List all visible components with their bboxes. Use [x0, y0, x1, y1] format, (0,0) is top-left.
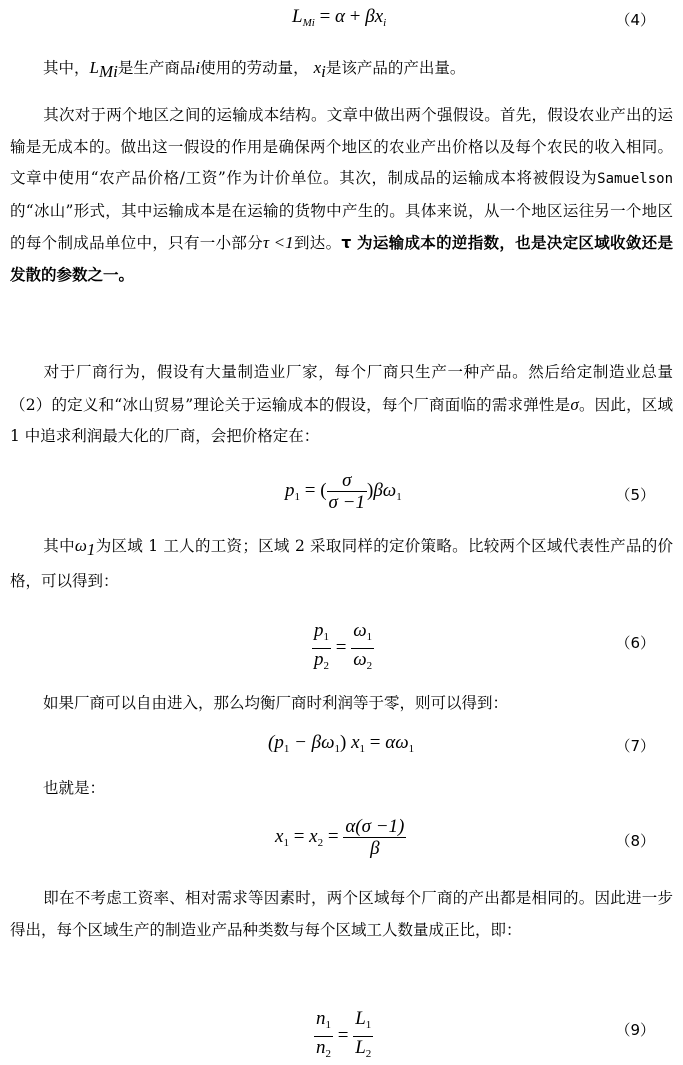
- p4-omega: ω: [74, 536, 87, 555]
- p7-text-a: 即在不考虑工资率、相对需求等因素时，两个区域每个厂商的产出都是相同的。因此进一步得出，每个区域生产的制造业产品种类数与每个区域工人数量成正比，即：: [10, 889, 673, 939]
- eq8-x2: x: [309, 825, 318, 847]
- equation-7: [0, 730, 683, 760]
- eq4-lhs: L: [292, 6, 303, 27]
- eq9-n1-sub: 1: [325, 1019, 331, 1031]
- eq5-beta-omega: βω: [373, 479, 397, 501]
- eq7-rhs-sub: 1: [408, 743, 415, 755]
- paragraph-2: [10, 100, 673, 291]
- eq9-left-numerator: [314, 1008, 333, 1037]
- eq9-n2: n: [316, 1037, 326, 1058]
- eq9-L2: L: [355, 1037, 366, 1058]
- equation-4: [0, 4, 683, 34]
- eq7-p-sub: 1: [283, 743, 290, 755]
- eq8-x1: x: [275, 825, 284, 847]
- eq8-x2-sub: 2: [317, 836, 324, 849]
- eq6-p2-sub: 2: [323, 660, 329, 672]
- equation-7-number: （7）: [615, 737, 655, 755]
- equation-8-number: （8）: [615, 832, 655, 850]
- paragraph-3: [10, 357, 673, 453]
- p5-text-a: 如果厂商可以自由进入，那么均衡厂商时利润等于零，则可以得到：: [43, 694, 509, 712]
- eq8-denominator: β: [370, 838, 380, 859]
- equation-5-body: [285, 470, 402, 513]
- eq5-numerator: σ: [327, 470, 367, 492]
- eq7-open-p: (p: [268, 732, 284, 753]
- equation-6: [0, 620, 683, 670]
- p1-var-i: i: [195, 58, 201, 77]
- equation-9-body: [314, 1008, 373, 1065]
- p3-sigma: σ: [570, 394, 579, 414]
- equation-5: [0, 470, 683, 522]
- eq5-omega-sub: 1: [396, 490, 402, 503]
- eq6-equals: =: [335, 636, 347, 658]
- equation-9-number: （9）: [615, 1021, 655, 1039]
- eq7-alpha-omega: αω: [385, 732, 409, 753]
- eq7-x: x: [351, 732, 360, 753]
- p6-text-a: 也就是：: [43, 779, 106, 797]
- paragraph-4: [10, 530, 673, 597]
- eq9-L1-sub: 1: [365, 1019, 372, 1031]
- eq4-x-sub: i: [383, 17, 387, 29]
- p1-var-L: L: [89, 58, 99, 77]
- eq9-left-denominator: [314, 1037, 333, 1065]
- eq9-L2-sub: 2: [365, 1048, 372, 1060]
- p2-text-a: 其次对于两个地区之间的运输成本结构。文章中做出两个强假设。首先，假设农业产出的运输是无成本的。做出这一假设的作用是确保两个地区的农业产出价格以及每个农民的收入相同。文章中使用“农产品价格/工资”作为计价单位。其次，制成品的运输成本将被假设为: [10, 106, 673, 187]
- eq5-equals: =: [304, 479, 316, 501]
- paragraph-5: [10, 688, 673, 720]
- p4-text-b: 为区域 1 工人的工资；区域 2 采取同样的定价策略。比较两个区域代表性产品的价格，可以得到：: [10, 537, 673, 590]
- equation-7-body: [268, 732, 414, 755]
- equation-9: [0, 1008, 683, 1058]
- eq9-n1: n: [316, 1008, 326, 1029]
- eq6-left-fraction: [312, 620, 331, 677]
- p2-tau-inequality: τ <1: [263, 233, 294, 252]
- eq6-left-denominator: [312, 649, 331, 677]
- eq4-lhs-sub: Mi: [302, 17, 315, 29]
- p1-text-a: 其中，: [43, 59, 90, 77]
- p4-omega-sub: 1: [86, 540, 96, 559]
- eq8-x1-sub: 1: [283, 836, 289, 849]
- eq8-equals-1: =: [293, 825, 305, 847]
- p1-text-b: 是生产商品: [117, 59, 196, 77]
- eq4-equals: =: [319, 6, 331, 27]
- equation-8: [0, 816, 683, 870]
- eq5-p-sub: 1: [294, 490, 300, 503]
- paragraph-6: [10, 773, 673, 805]
- eq5-close-paren: ): [367, 479, 374, 501]
- eq7-equals: =: [369, 732, 381, 753]
- eq6-w2-sub: 2: [366, 660, 373, 672]
- p2-bold-statement: τ 为运输成本的逆指数，也是决定区域收敛还是发散的参数之一。: [10, 234, 673, 284]
- p1-var-x-sub: i: [321, 62, 326, 81]
- eq8-numerator: α(σ −1): [345, 816, 405, 837]
- eq5-p: p: [285, 479, 295, 501]
- equation-4-number: （4）: [615, 11, 655, 29]
- equation-6-body: [312, 620, 374, 677]
- eq6-left-numerator: [312, 620, 331, 649]
- equation-5-number: （5）: [615, 486, 655, 504]
- eq5-fraction: [327, 470, 367, 513]
- p1-var-x: x: [313, 58, 322, 77]
- eq5-denominator: σ −1: [328, 492, 365, 513]
- p2-text-b: 的“冰山”形式，其中运输成本是在运输的货物中产生的。具体来说，从一个地区运往另一个地区的每个制成品单位中，只有一小部分: [10, 201, 673, 252]
- eq9-right-fraction: [353, 1008, 373, 1065]
- eq6-w1-sub: 1: [366, 631, 373, 643]
- eq5-open-paren: (: [320, 479, 327, 501]
- p1-text-d: 是该产品的产出量。: [325, 59, 466, 77]
- p1-text-c: 使用的劳动量，: [200, 59, 309, 77]
- eq9-L1: L: [355, 1008, 366, 1029]
- eq7-omega-sub: 1: [334, 743, 341, 755]
- eq9-right-numerator: [353, 1008, 373, 1037]
- p2-text-c: 到达。: [293, 234, 342, 252]
- p3-text-b: 。因此，区域 1 中追求利润最大化的厂商，会把价格定在：: [10, 395, 673, 445]
- eq6-p1-sub: 1: [323, 631, 329, 643]
- eq9-left-fraction: [314, 1008, 333, 1065]
- eq9-right-denominator: [353, 1037, 373, 1065]
- eq6-w1: ω: [353, 620, 367, 641]
- eq6-p1: p: [314, 620, 324, 641]
- eq7-close-paren: ): [340, 732, 347, 753]
- eq9-equals: =: [337, 1024, 349, 1046]
- eq8-fraction: [343, 816, 406, 859]
- eq6-right-numerator: [351, 620, 374, 649]
- eq6-p2: p: [314, 649, 324, 670]
- eq7-x-sub: 1: [359, 743, 366, 755]
- equation-6-number: （6）: [615, 634, 655, 652]
- eq4-plus: +: [349, 6, 361, 27]
- p4-text-a: 其中: [43, 537, 75, 555]
- eq4-beta-x: βx: [365, 6, 384, 27]
- eq6-right-fraction: [351, 620, 374, 677]
- p1-var-L-sub: Mi: [98, 62, 118, 81]
- equation-4-body: [292, 6, 386, 29]
- paragraph-7: [10, 883, 673, 946]
- p2-samuelson: Samuelson: [597, 171, 673, 187]
- eq6-right-denominator: [351, 649, 374, 677]
- paragraph-1: [10, 52, 673, 88]
- eq9-n2-sub: 2: [325, 1048, 331, 1060]
- eq8-equals-2: =: [327, 825, 339, 847]
- equation-8-body: [275, 816, 406, 859]
- eq7-minus-beta-omega: − βω: [289, 732, 335, 753]
- eq6-w2: ω: [353, 649, 367, 670]
- eq4-alpha: α: [335, 6, 346, 27]
- p3-text-a: 对于厂商行为，假设有大量制造业厂家，每个厂商只生产一种产品。然后给定制造业总量（2）的定义和“冰山贸易”理论关于运输成本的假设，每个厂商面临的需求弹性是: [10, 363, 673, 414]
